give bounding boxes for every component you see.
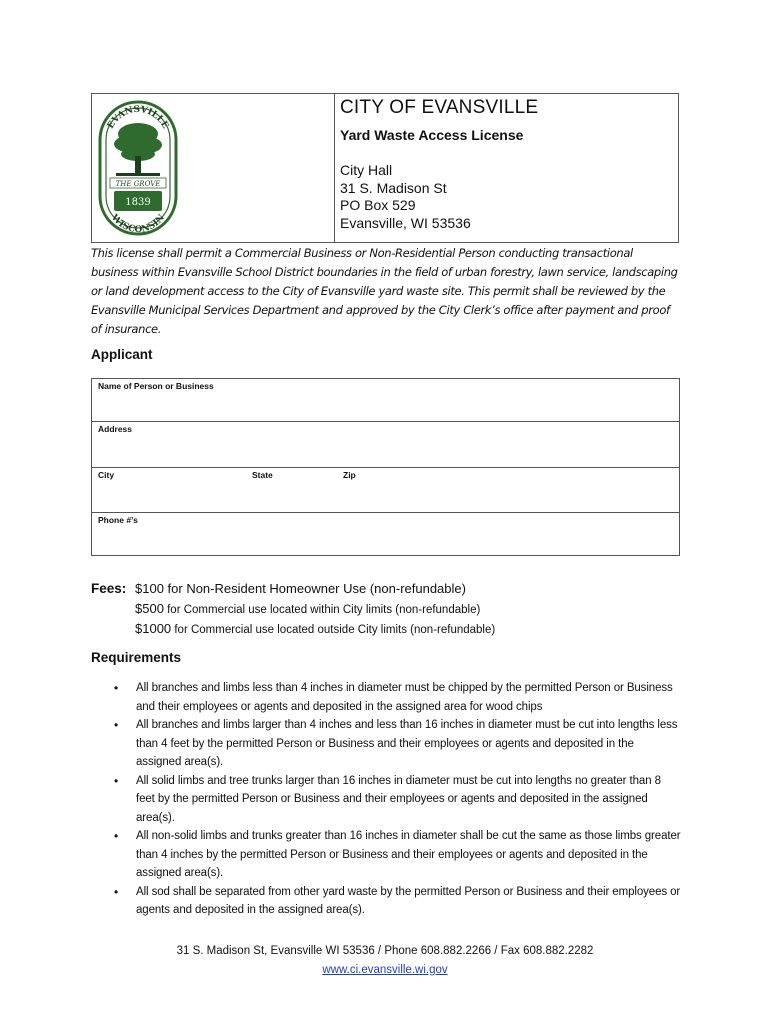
list-item	[91, 772, 681, 828]
bullet-icon: •	[114, 884, 119, 899]
seal-top-text: EVANSVILLE	[105, 104, 171, 131]
list-item	[91, 883, 681, 920]
city-title: CITY OF EVANSVILLE	[340, 97, 539, 118]
seal-banner-text: THE GROVE	[115, 180, 161, 188]
requirement-text: All sod shall be separated from other yard waste by the permitted Person or Business and their employees or agents and deposited in the assigned area(s).	[136, 885, 681, 916]
city-state-zip-row	[92, 468, 679, 513]
fee-line	[135, 601, 480, 616]
header-box	[91, 93, 679, 243]
intro-paragraph: This license shall permit a Commercial Business or Non-Residential Person conducting transactional business within Evansville School District boundaries in the field of urban forestry, lawn service, landscaping or land development access to the City of Evansville yard waste site. This permit shall be reviewed by the Evansville Municipal Services Department and approved by the City Clerk’s office after payment and proof of insurance.	[91, 246, 678, 336]
requirement-text: All branches and limbs larger than 4 inches and less than 16 inches in diameter must be cut into lengths less than 4 feet by the permitted Person or Business and their employees or agents and deposited in the assigned area(s).	[136, 719, 678, 768]
requirement-text: All non-solid limbs and trunks greater than 16 inches in diameter shall be cut the same as those limbs greater than 4 inches by the permitted Person or Business and their employees or agents and deposited in the assigned area(s).	[136, 830, 681, 879]
address-line: Evansville, WI 53536	[340, 214, 471, 231]
city-seal-logo	[98, 98, 178, 238]
applicant-heading: Applicant	[91, 347, 153, 362]
license-title: Yard Waste Access License	[340, 127, 524, 143]
requirement-text: All solid limbs and tree trunks larger than 16 inches in diameter must be cut into lengths no greater than 8 feet by the permitted Person or Business and their employees or agents and deposited in the assigned area(s).	[136, 774, 661, 824]
zip-field-label: Zip	[343, 470, 356, 480]
name-field-label: Name of Person or Business	[98, 381, 214, 391]
address-line: City Hall	[340, 162, 393, 178]
fee-text: for Non-Resident Homeowner Use (non-refundable)	[163, 581, 466, 596]
requirements-heading: Requirements	[91, 650, 182, 665]
bullet-icon: •	[114, 773, 119, 788]
bullet-icon: •	[114, 718, 119, 732]
phone-field-label: Phone #’s	[98, 515, 138, 525]
fee-amount: $500	[135, 601, 164, 616]
bullet-icon: •	[114, 681, 119, 695]
address-line: 31 S. Madison St	[340, 179, 447, 196]
name-field[interactable]	[92, 379, 679, 422]
fee-amount: $100	[135, 581, 164, 596]
address-field[interactable]	[92, 422, 679, 468]
fee-text: for Commercial use located within City limits (non-refundable)	[163, 604, 481, 616]
state-field-label: State	[252, 470, 273, 480]
fee-line	[135, 621, 495, 636]
applicant-form-table	[91, 378, 680, 556]
fee-amount: $1000	[135, 621, 172, 636]
header-divider	[334, 94, 335, 242]
seal-bottom-text: WISCONSIN	[109, 212, 167, 236]
bullet-icon: •	[114, 829, 119, 843]
city-field-label: City	[98, 470, 115, 480]
header-text	[340, 94, 670, 232]
list-item	[91, 827, 681, 883]
phone-field[interactable]	[92, 513, 679, 555]
list-item	[91, 716, 681, 772]
fee-text: for Commercial use located outside City limits (non-refundable)	[171, 624, 496, 636]
address-field-label: Address	[98, 424, 133, 434]
footer	[0, 942, 770, 979]
list-item	[91, 679, 681, 716]
website-link[interactable]: www.ci.evansville.wi.gov	[322, 963, 448, 976]
requirements-list	[91, 679, 681, 920]
fees-label: Fees:	[91, 581, 127, 596]
fee-line	[135, 581, 466, 596]
requirement-text: All branches and limbs less than 4 inches in diameter must be chipped by the permitted Person or Business and their employees or agents and deposited in the assigned area for wood chips	[136, 682, 673, 713]
address-line: PO Box 529	[340, 197, 416, 213]
seal-year-text: 1839	[125, 197, 151, 208]
footer-address: 31 S. Madison St, Evansville WI 53536 / Phone 608.882.2266 / Fax 608.882.2282	[176, 945, 594, 957]
